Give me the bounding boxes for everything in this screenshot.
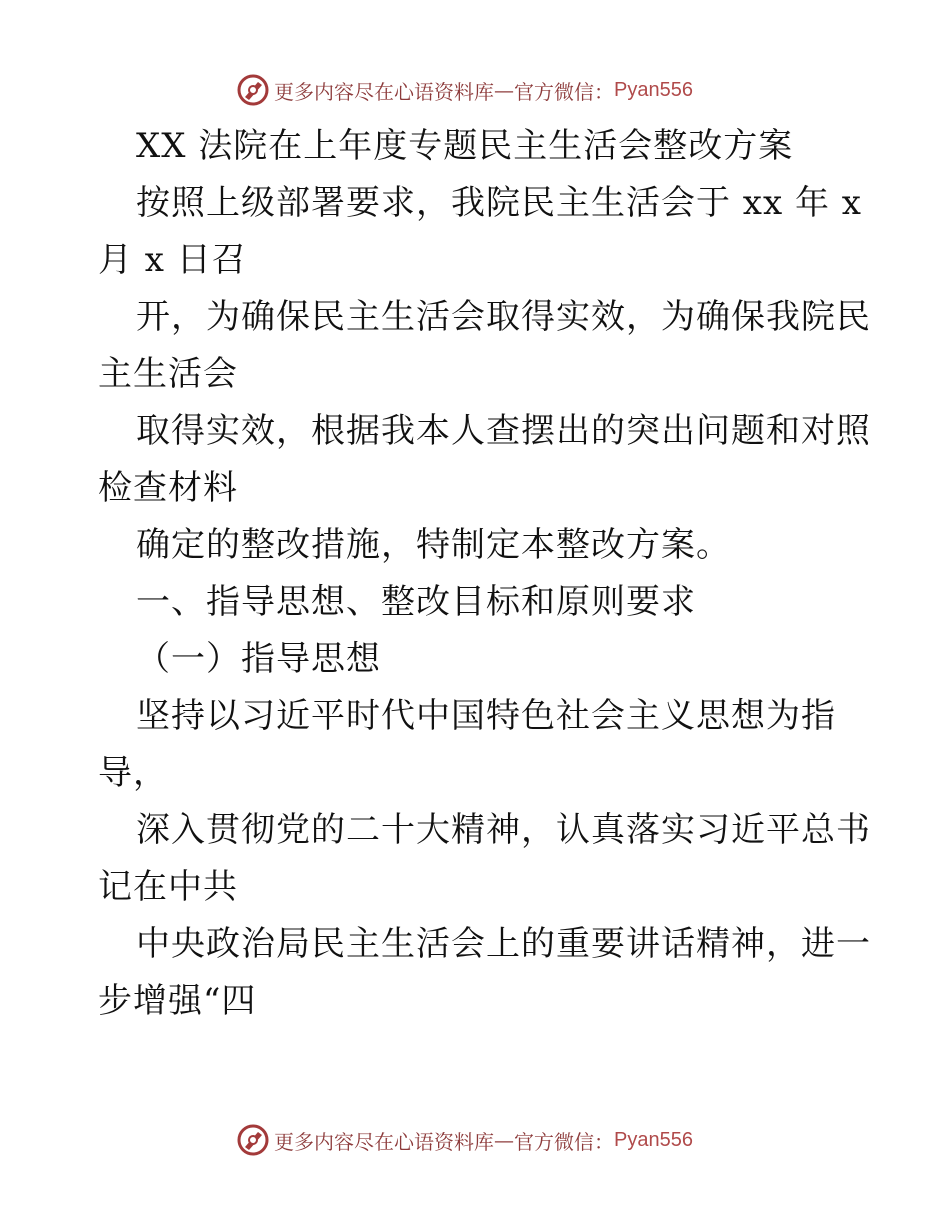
watermark-label: 官方微信： <box>514 79 614 104</box>
logo-icon <box>236 1123 270 1157</box>
paragraph-line: 确定的整改措施，特制定本整改方案。 <box>136 525 731 565</box>
paragraph-line: 主生活会 <box>98 354 238 394</box>
document-body <box>98 118 871 1030</box>
paragraph-line: 按照上级部署要求，我院民主生活会于 xx 年 x <box>136 183 862 223</box>
watermark-separator: — <box>494 1128 514 1152</box>
footer-watermark <box>236 1122 693 1158</box>
document-title: XX 法院在上年度专题民主生活会整改方案 <box>136 126 794 166</box>
logo-icon <box>236 73 270 107</box>
paragraph-line: 开，为确保民主生活会取得实效，为确保我院民 <box>136 297 871 337</box>
subsection-heading: （一）指导思想 <box>136 639 381 679</box>
watermark-text: 更多内容尽在心语资料库 <box>274 1129 494 1154</box>
header-watermark <box>236 72 693 108</box>
paragraph-line: 深入贯彻党的二十大精神，认真落实习近平总书 <box>136 810 871 850</box>
watermark-text: 更多内容尽在心语资料库 <box>274 79 494 104</box>
paragraph-line: 步增强“四 <box>98 981 257 1021</box>
watermark-wechat-id: Pyan556 <box>614 78 693 101</box>
paragraph-line: 检查材料 <box>98 468 238 508</box>
paragraph-line: 记在中共 <box>98 867 238 907</box>
watermark-label: 官方微信： <box>514 1129 614 1154</box>
watermark-wechat-id: Pyan556 <box>614 1128 693 1151</box>
watermark-separator: — <box>494 78 514 102</box>
paragraph-line: 坚持以习近平时代中国特色社会主义思想为指 <box>136 696 836 736</box>
paragraph-line: 导， <box>98 753 168 793</box>
section-heading: 一、指导思想、整改目标和原则要求 <box>136 582 696 622</box>
paragraph-line: 月 x 日召 <box>98 240 247 280</box>
paragraph-line: 中央政治局民主生活会上的重要讲话精神，进一 <box>136 924 871 964</box>
paragraph-line: 取得实效，根据我本人查摆出的突出问题和对照 <box>136 411 871 451</box>
